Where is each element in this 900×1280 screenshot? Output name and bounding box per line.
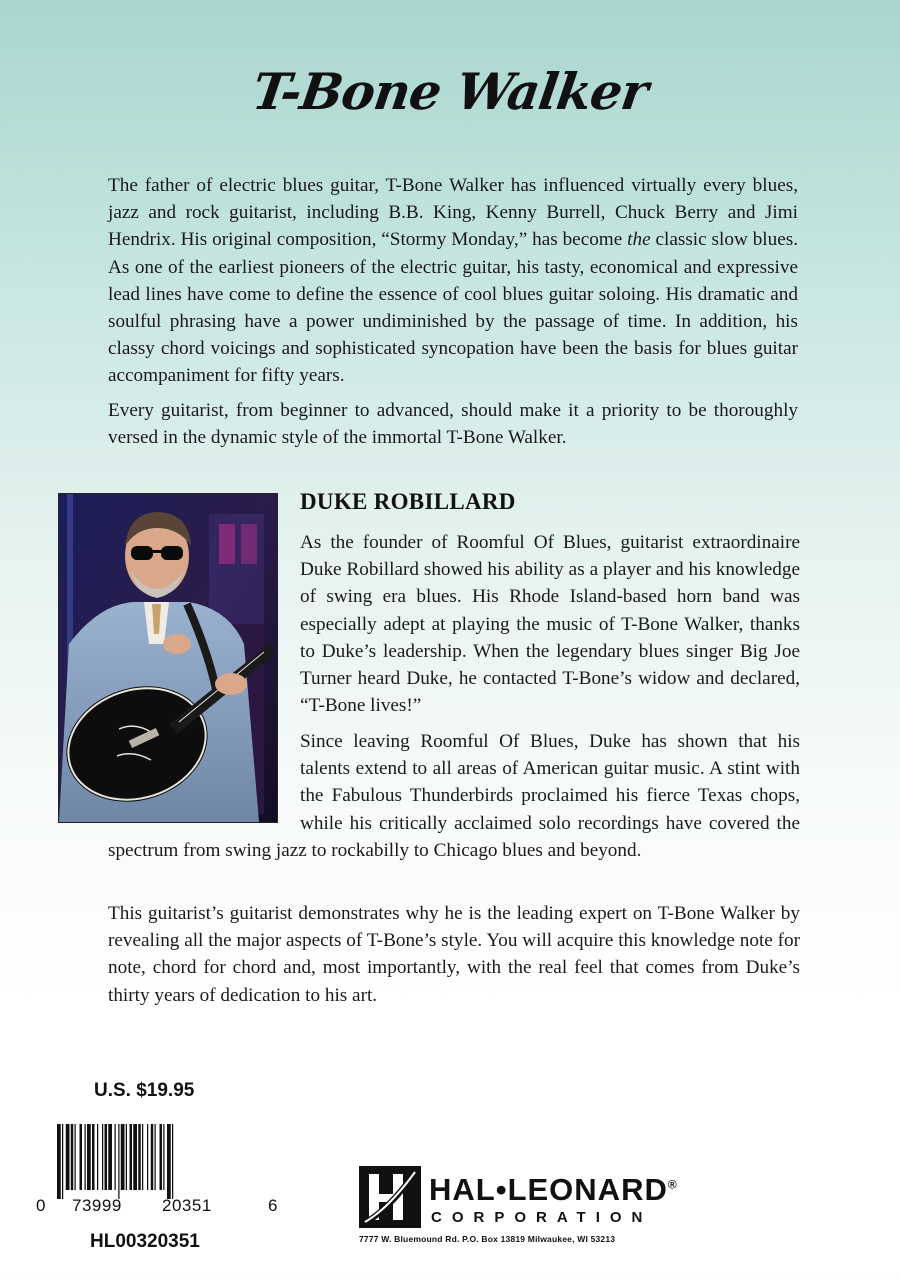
barcode-bar [126,1124,127,1190]
barcode-bar [138,1124,141,1190]
barcode-bar [130,1124,133,1190]
product-code: HL00320351 [90,1231,200,1252]
intro-paragraph-1 [108,172,798,390]
barcode-bar [160,1124,163,1190]
barcode-bar [163,1124,164,1190]
hal-leonard-logo-icon [359,1166,421,1228]
barcode-bar [80,1124,83,1190]
photo-wrap-spacer [108,728,300,836]
barcode-right-digits: 20351 [162,1196,212,1215]
upc-barcode [55,1124,260,1199]
barcode-bar [172,1124,173,1199]
barcode-bar [121,1124,125,1190]
barcode-lead-digit: 0 [36,1196,46,1215]
publisher-subtitle: CORPORATION [431,1209,653,1226]
barcode-bar [85,1124,86,1190]
intro-text-b: classic slow blues. As one of the earliest pioneers of the electric guitar, his tasty, economical and expressive lead lines have come to define the essence of cool blues guitar soloing. His dramatic and soulful phrasing have a power undiminished by the passage of time. In addition, his classy chord voicings and sophisticated syncopation have been the basis for blues guitar accompaniment for fifty years. [108,229,798,387]
intro-text-emphasis: the [627,229,651,251]
barcode-bar [102,1124,103,1190]
bio-paragraph-3: This guitarist’s guitarist demonstrates why he is the leading expert on T-Bone Walker by revealing all the major aspects of T-Bone’s style. You will acquire this knowledge note for note, chord for chord and, most importantly, with the real feel that comes from Duke’s thirty years of dedication to his art. [108,903,800,1006]
barcode-bar [75,1124,76,1190]
barcode-bar [66,1124,70,1190]
barcode-bar [57,1124,61,1199]
book-title: T-Bone Walker [248,62,652,121]
barcode-bar [118,1124,119,1199]
barcode-bar [147,1124,148,1190]
publisher-name: HAL•LEONARD® [429,1172,678,1207]
barcode-bar [92,1124,95,1190]
barcode-bar [108,1124,112,1190]
publisher-block [359,1166,759,1256]
intro-paragraph-2: Every guitarist, from beginner to advanced, should make it a priority to be thoroughly versed in the dynamic style of the immortal T-Bone Walker. [108,400,798,449]
barcode-bar [105,1124,108,1190]
barcode-bar [97,1124,98,1190]
barcode-left-digits: 73999 [72,1196,122,1215]
barcode-bar [133,1124,137,1190]
bio-heading: DUKE ROBILLARD [300,489,516,514]
bio-paragraph-2: Since leaving Roomful Of Blues, Duke has shown that his talents extend to all areas of American guitar music. A stint with the Fabulous Thunderbirds proclaimed his fierce Texas chops, while his critically acclaimed solo recordings have covered the spectrum from swing jazz to rockabilly to Chicago blues and beyond. [108,731,800,861]
bio-paragraph-2-container [108,728,800,864]
barcode-bar [115,1124,116,1190]
barcode-bar [71,1124,74,1190]
barcode-check-digit: 6 [268,1196,278,1215]
intro-text-a: The father of electric blues guitar, T-Bone Walker has influenced virtually every blues, jazz and rock guitarist, including B.B. King, Kenny Burrell, Chuck Berry and Jimi Hendrix. His original composition, “Stormy Monday,” has become [108,175,798,251]
barcode-bar [167,1124,171,1199]
barcode-bar [87,1124,91,1190]
bio-paragraph-1: As the founder of Roomful Of Blues, guitarist extraordinaire Duke Robillard showed his ability as a player and his knowledge of swing era blues. His Rhode Island-based horn band was especially adept at playing the music of T-Bone Walker, thanks to Duke’s leadership. When the legendary blues singer Big Joe Turner heard Duke, he contacted T-Bone’s widow and declared, “T-Bone lives!” [300,532,800,717]
barcode-bar [62,1124,63,1199]
barcode-bar [142,1124,143,1190]
publisher-address: 7777 W. Bluemound Rd. P.O. Box 13819 Milwaukee, WI 53213 [359,1234,616,1244]
price-label: U.S. $19.95 [94,1080,195,1101]
barcode-bar [151,1124,154,1190]
barcode-bar [155,1124,156,1190]
